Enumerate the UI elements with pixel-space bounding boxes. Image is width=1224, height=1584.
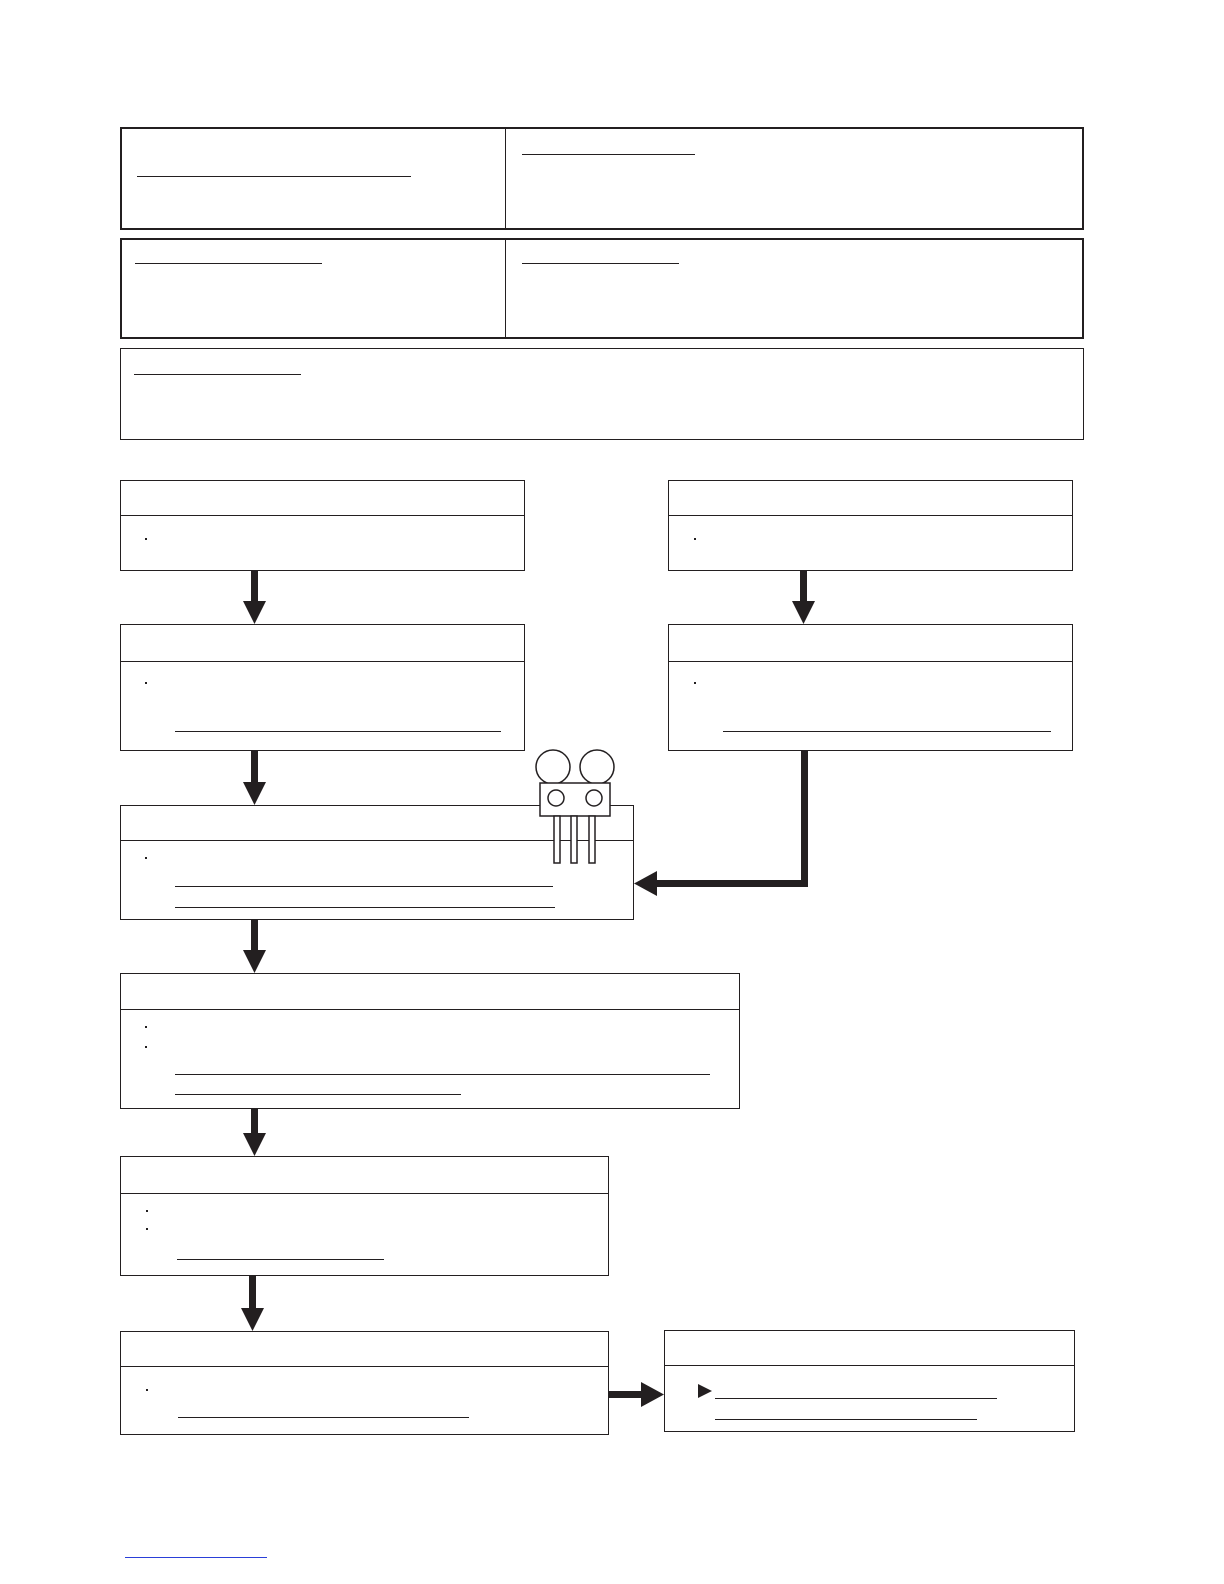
connector-5 bbox=[251, 920, 258, 952]
connector-4a bbox=[801, 751, 808, 887]
arrowhead-down-icon bbox=[243, 950, 266, 973]
connector-8 bbox=[609, 1391, 643, 1398]
gauge-manifold-icon bbox=[536, 750, 614, 863]
arrowhead-down-icon bbox=[241, 1308, 264, 1331]
footer-link[interactable] bbox=[125, 1557, 267, 1558]
connector-7 bbox=[249, 1276, 256, 1310]
arrowhead-down-icon bbox=[243, 601, 266, 624]
connector-2 bbox=[800, 571, 807, 603]
arrowhead-left-icon bbox=[634, 871, 657, 896]
connector-6 bbox=[251, 1109, 258, 1135]
connector-4b bbox=[655, 880, 808, 887]
arrowhead-down-icon bbox=[243, 782, 266, 805]
arrowhead-down-icon bbox=[243, 1133, 266, 1156]
connector-3 bbox=[251, 751, 258, 784]
arrowhead-down-icon bbox=[792, 601, 815, 624]
arrowhead-right-icon bbox=[641, 1382, 664, 1407]
connector-1 bbox=[251, 571, 258, 603]
